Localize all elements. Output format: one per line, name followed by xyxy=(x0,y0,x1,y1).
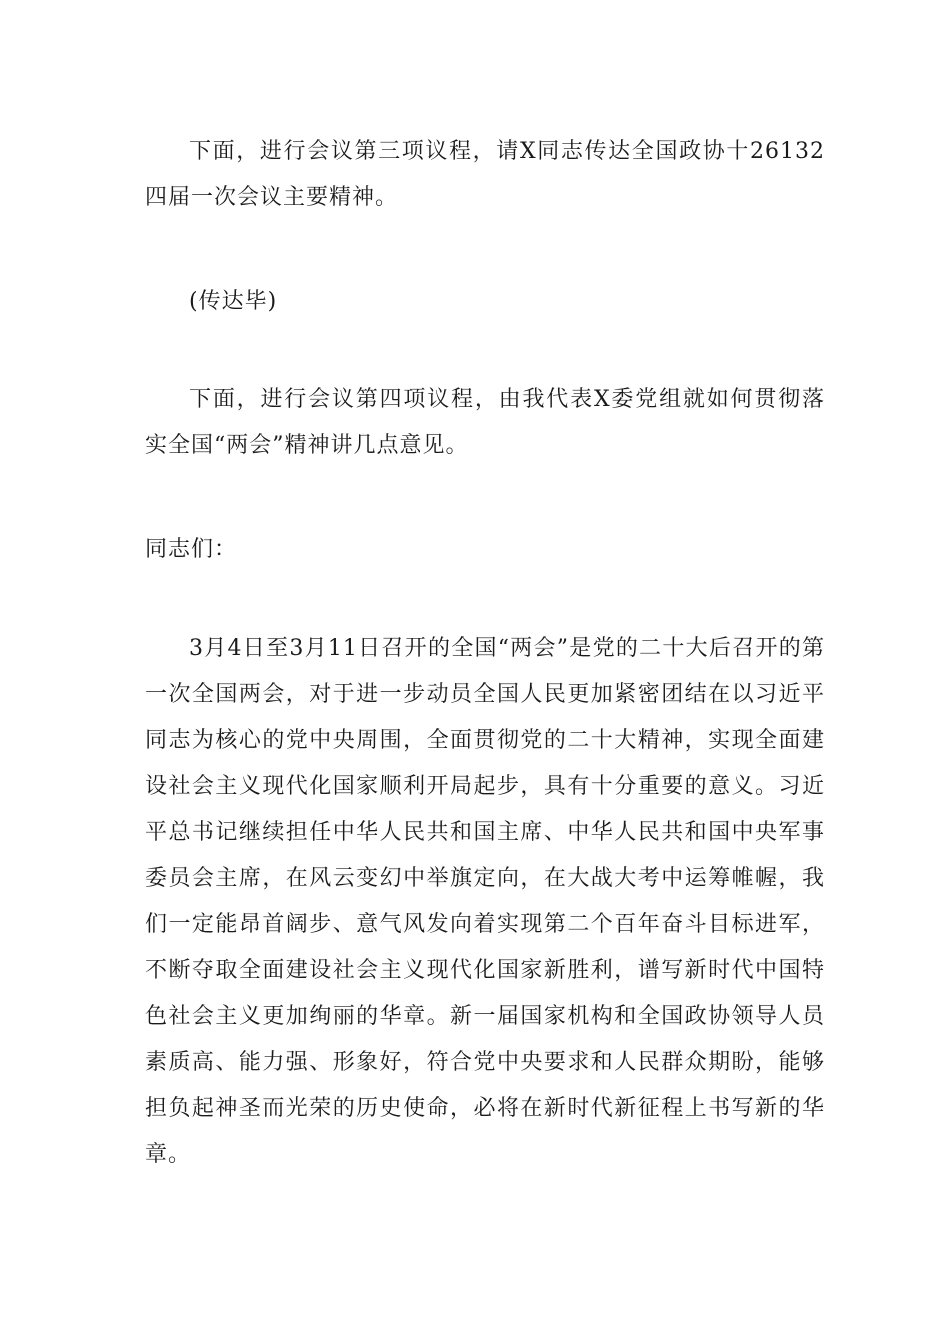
speech-body-paragraph: 3月4日至3月11日召开的全国“两会”是党的二十大后召开的第一次全国两会，对于进一步动员全国人民更加紧密团结在以习近平同志为核心的党中央周围，全面贯彻党的二十大精神，实现全面建设社会主义现代化国家顺利开局起步，具有十分重要的意义。习近平总书记继续担任中华人民共和国主席、中华人民共和国中央军事委员会主席，在风云变幻中举旗定向，在大战大考中运筹帷幄，我们一定能昂首阔步、意气风发向着实现第二个百年奋斗目标进军，不断夺取全面建设社会主义现代化国家新胜利，谱写新时代中国特色社会主义更加绚丽的华章。新一届国家机构和全国政协领导人员素质高、能力强、形象好，符合党中央要求和人民群众期盼，能够担负起神圣而光荣的历史使命，必将在新时代新征程上书写新的华章。 xyxy=(145,636,825,1167)
agenda-item-three-paragraph: 下面，进行会议第三项议程，请X同志传达全国政协十26132四届一次会议主要精神。 xyxy=(145,139,825,210)
transmission-finished-note: (传达毕) xyxy=(189,289,278,314)
agenda-item-four-paragraph: 下面，进行会议第四项议程，由我代表X委党组就如何贯彻落实全国“两会”精神讲几点意见。 xyxy=(145,387,825,458)
salutation: 同志们： xyxy=(145,537,238,562)
